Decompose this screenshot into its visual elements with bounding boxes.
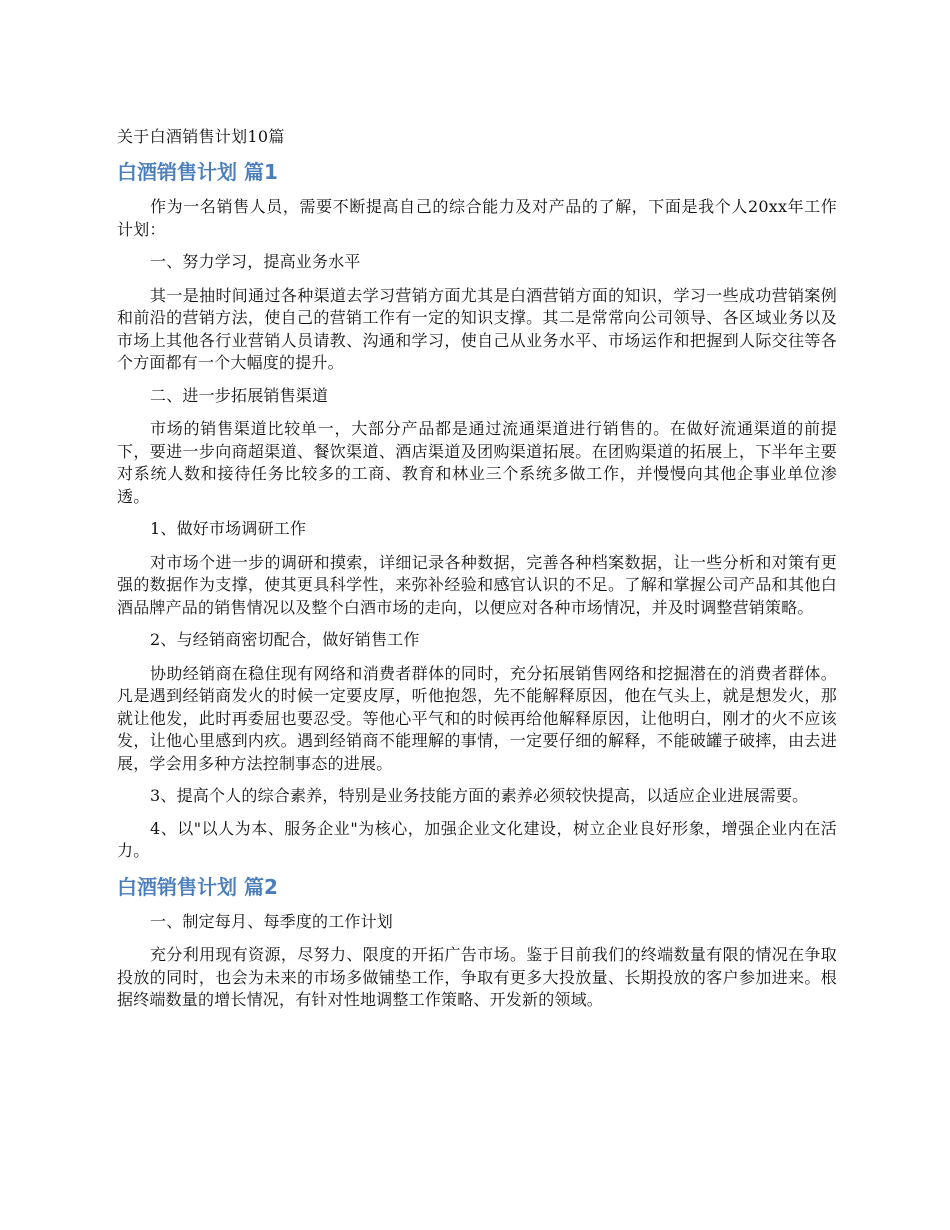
- section-heading: 白酒销售计划 篇2: [117, 874, 278, 899]
- document-page: [117, 124, 837, 1022]
- paragraph: 对市场个进一步的调研和摸索，详细记录各种数据，完善各种档案数据，让一些分析和对策有更强的数据作为支撑，使其更具科学性，来弥补经验和感官认识的不足。了解和掌握公司产品和其他白酒品牌产品的销售情况以及整个白酒市场的走向，以便应对各种市场情况，并及时调整营销策略。: [117, 552, 837, 617]
- paragraph: 4、以"以人为本、服务企业"为核心，加强企业文化建设，树立企业良好形象，增强企业内在活力。: [117, 818, 837, 860]
- paragraph: 3、提高个人的综合素养，特别是业务技能方面的素养必须较快提高，以适应企业进展需要。: [150, 786, 809, 805]
- section-2: [117, 873, 837, 1012]
- paragraph: 市场的销售渠道比较单一，大部分产品都是通过流通渠道进行销售的。在做好流通渠道的前提下，要进一步向商超渠道、餐饮渠道、酒店渠道及团购渠道拓展。在团购渠道的拓展上，下半年主要对系统人数和接待任务比较多的工商、教育和林业三个系统多做工作，并慢慢向其他企事业单位渗透。: [117, 419, 837, 506]
- paragraph: 其一是抽时间通过各种渠道去学习营销方面尤其是白酒营销方面的知识，学习一些成功营销案例和前沿的营销方法，使自己的营销工作有一定的知识支撑。其二是常常向公司领导、各区域业务以及市场上其他各行业营销人员请教、沟通和学习，使自己从业务水平、市场运作和把握到人际交往等各个方面都有一个大幅度的提升。: [117, 285, 837, 372]
- paragraph: 协助经销商在稳住现有网络和消费者群体的同时，充分拓展销售网络和挖掘潜在的消费者群体。凡是遇到经销商发火的时候一定要皮厚，听他抱怨，先不能解释原因，他在气头上，就是想发火，那就让他发，此时再委屈也要忍受。等他心平气和的时候再给他解释原因，让他明白，刚才的火不应该发，让他心里感到内疚。遇到经销商不能理解的事情，一定要仔细的解释，不能破罐子破摔，由去进展，学会用多种方法控制事态的进展。: [117, 663, 837, 773]
- section-heading: 白酒销售计划 篇1: [117, 160, 278, 184]
- paragraph: 充分利用现有资源，尽努力、限度的开拓广告市场。鉴于目前我们的终端数量有限的情况在争取投放的同时，也会为未来的市场多做铺垫工作，争取有更多大投放量、长期投放的客户参加进来。根据终端数量的增长情况，有针对性地调整工作策略、开发新的领域。: [117, 945, 837, 1009]
- subheading: 一、制定每月、每季度的工作计划: [150, 911, 394, 931]
- subheading: 二、进一步拓展销售渠道: [150, 385, 329, 405]
- subheading: 1、做好市场调研工作: [150, 519, 307, 538]
- subheading: 一、努力学习，提高业务水平: [150, 252, 361, 271]
- document-title: 关于白酒销售计划10篇: [117, 127, 285, 146]
- paragraph: 作为一名销售人员，需要不断提高自己的综合能力及对产品的了解，下面是我个人20xx年工作计划：: [117, 197, 837, 239]
- section-1: [117, 158, 837, 863]
- subheading: 2、与经销商密切配合，做好销售工作: [150, 630, 420, 649]
